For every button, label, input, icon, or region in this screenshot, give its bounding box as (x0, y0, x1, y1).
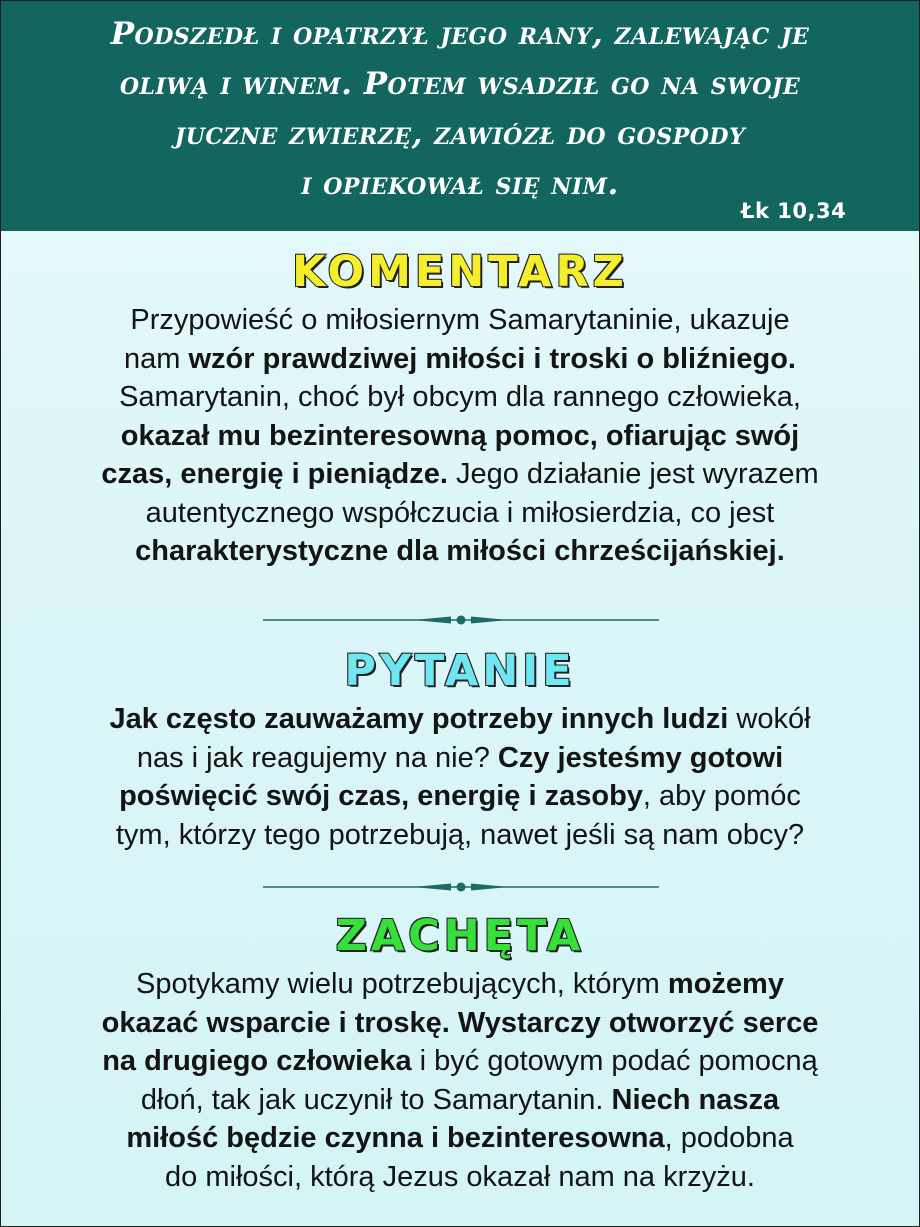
text-run: Samarytanin, choć był obcym dla rannego człowieka, (119, 381, 801, 413)
zacheta-line (1, 1004, 919, 1043)
bold-phrase: poświęcić swój czas, energię i zasoby (119, 780, 643, 812)
text-run: nas i jak reagujemy na nie? (136, 741, 498, 774)
zacheta-text (1, 965, 919, 1196)
text-run: , podobna (664, 1122, 794, 1154)
bold-phrase: czas, energię i pieniądze. (101, 458, 448, 490)
zacheta-line (1, 1158, 919, 1197)
verse-line: oliwą i winem. Potem wsadził go na swoje (119, 66, 801, 102)
komentarz-text (1, 301, 919, 571)
zacheta-line (1, 1081, 919, 1120)
zacheta-line (1, 965, 919, 1004)
verse-reference: Łk 10,34 (741, 199, 847, 223)
text-run: do miłości, którą Jezus okazał nam na krzyżu. (165, 1160, 755, 1193)
verse-banner (1, 1, 919, 231)
zacheta-heading: ZACHĘTA (335, 911, 585, 961)
bold-phrase: okazał mu bezinteresowną pomoc, ofiarując swój (120, 419, 800, 452)
pytanie-line (1, 700, 919, 739)
text-run: i być gotowym podać pomocną (411, 1045, 818, 1077)
komentarz-line (1, 494, 919, 533)
pytanie-heading: PYTANIE (344, 646, 576, 696)
text-run: , aby pomóc (642, 780, 801, 812)
komentarz-heading: KOMENTARZ (292, 247, 628, 297)
komentarz-line (1, 340, 919, 379)
bold-phrase: Niech nasza (611, 1083, 780, 1116)
verse-line: juczne zwierzę, zawiózł do gospody (174, 116, 746, 152)
komentarz-line (1, 417, 919, 456)
bold-phrase: Jak często zauważamy potrzeby innych ludzi (109, 703, 729, 735)
komentarz-line (1, 378, 919, 417)
komentarz-line (1, 532, 919, 571)
komentarz-line (1, 301, 919, 340)
text-run: Spotykamy wielu potrzebujących, którym (136, 968, 668, 1000)
text-run: Przypowieść o miłosiernym Samarytaninie, ukazuje (130, 304, 790, 336)
zacheta-line (1, 1119, 919, 1158)
pytanie-line (1, 816, 919, 855)
bold-phrase: na drugiego człowieka (102, 1045, 412, 1077)
text-run: tym, którzy tego potrzebują, nawet jeśli są nam obcy? (115, 818, 805, 851)
bold-phrase: Czy jesteśmy gotowi (497, 741, 784, 774)
bold-phrase: okazać wsparcie i troskę. Wystarczy otworzyć serce (101, 1006, 819, 1039)
komentarz-line (1, 455, 919, 494)
text-run: dłoń, tak jak uczynił to Samarytanin. (140, 1083, 612, 1116)
ornamental-divider (263, 877, 659, 897)
bold-phrase: miłość będzie czynna i bezinteresowna (126, 1122, 665, 1154)
verse-line: Podszedł i opatrzył jego rany, zalewając je (110, 16, 810, 52)
text-run: autentycznego współczucia i miłosierdzia, co jest (145, 496, 775, 529)
verse-quote (1, 9, 919, 209)
bold-phrase: możemy (667, 968, 784, 1000)
verse-line: i opiekował się nim. (301, 166, 619, 202)
bold-phrase: wzór prawdziwej miłości i troski o bliźniego. (188, 342, 796, 375)
pytanie-text (1, 700, 919, 854)
pytanie-line (1, 777, 919, 816)
ornamental-divider (263, 610, 659, 630)
bold-phrase: charakterystyczne dla miłości chrześcijańskiej. (135, 535, 785, 567)
text-run: Jego działanie jest wyrazem (447, 458, 819, 490)
text-run: nam (124, 342, 189, 375)
text-run: wokół (728, 703, 811, 735)
pytanie-line (1, 739, 919, 778)
zacheta-line (1, 1042, 919, 1081)
